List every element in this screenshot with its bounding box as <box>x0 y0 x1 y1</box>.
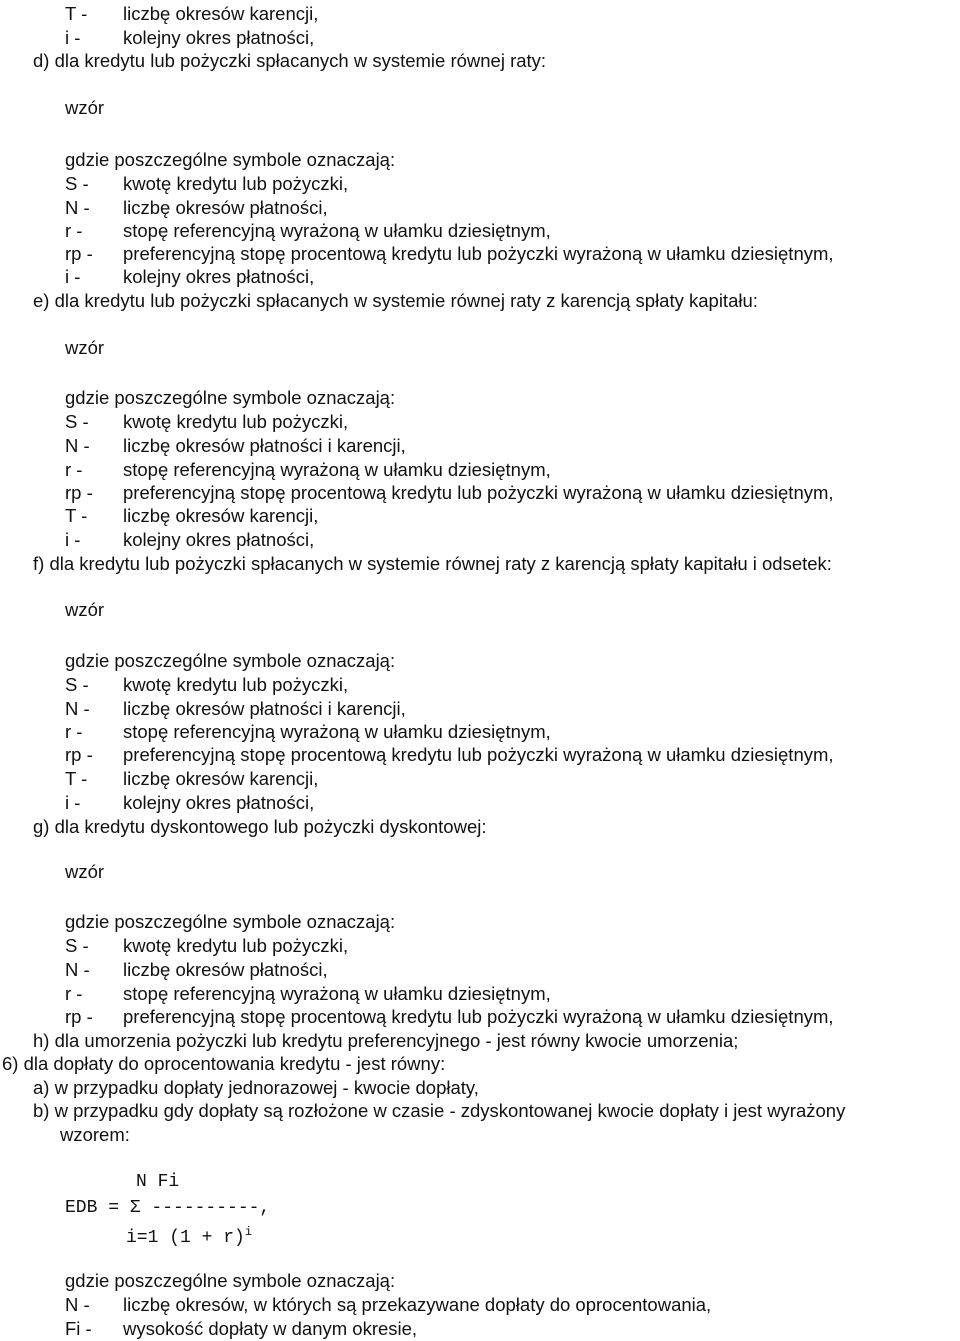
text-line: gdzie poszczególne symbole oznaczają: <box>65 650 396 671</box>
symbol-label: r - <box>65 983 83 1004</box>
symbol-label: N - <box>65 959 90 980</box>
formula-numerator: N Fi <box>136 1172 180 1192</box>
text-line: 6) dla dopłaty do oprocentowania kredytu - jest równy: <box>2 1053 446 1074</box>
symbol-label: Fi - <box>65 1318 92 1339</box>
symbol-definition: kolejny okres płatności, <box>123 266 315 287</box>
symbol-label: rp - <box>65 482 93 503</box>
symbol-definition: preferencyjną stopę procentową kredytu lub pożyczki wyrażoną w ułamku dziesiętnym, <box>123 482 834 503</box>
symbol-label: N - <box>65 698 90 719</box>
symbol-label: N - <box>65 435 90 456</box>
symbol-definition: preferencyjną stopę procentową kredytu lub pożyczki wyrażoną w ułamku dziesiętnym, <box>123 744 834 765</box>
text-line: g) dla kredytu dyskontowego lub pożyczki dyskontowej: <box>33 816 487 837</box>
symbol-label: N - <box>65 197 90 218</box>
symbol-definition: kwotę kredytu lub pożyczki, <box>123 674 349 695</box>
formula-main: EDB = Σ ----------, <box>65 1198 271 1218</box>
symbol-definition: liczbę okresów karencji, <box>123 505 319 526</box>
symbol-label: T - <box>65 768 88 789</box>
symbol-label: i - <box>65 266 81 287</box>
symbol-definition: liczbę okresów płatności, <box>123 197 328 218</box>
symbol-definition: liczbę okresów płatności i karencji, <box>123 435 406 456</box>
text-line: wzór <box>65 861 105 882</box>
text-line: h) dla umorzenia pożyczki lub kredytu preferencyjnego - jest równy kwocie umorzenia; <box>33 1030 739 1051</box>
symbol-label: i - <box>65 792 81 813</box>
symbol-definition: stopę referencyjną wyrażoną w ułamku dziesiętnym, <box>123 983 551 1004</box>
symbol-label: rp - <box>65 1006 93 1027</box>
symbol-label: S - <box>65 674 89 695</box>
symbol-label: i - <box>65 529 81 550</box>
symbol-definition: kolejny okres płatności, <box>123 792 315 813</box>
formula-exponent: i <box>244 1225 253 1239</box>
symbol-label: N - <box>65 1294 90 1315</box>
symbol-label: T - <box>65 3 88 24</box>
text-line: a) w przypadku dopłaty jednorazowej - kwocie dopłaty, <box>33 1077 479 1098</box>
symbol-definition: liczbę okresów płatności i karencji, <box>123 698 406 719</box>
text-line: wzór <box>65 599 105 620</box>
symbol-definition: stopę referencyjną wyrażoną w ułamku dziesiętnym, <box>123 721 551 742</box>
symbol-label: rp - <box>65 243 93 264</box>
text-line: gdzie poszczególne symbole oznaczają: <box>65 149 396 170</box>
symbol-definition: kwotę kredytu lub pożyczki, <box>123 173 349 194</box>
text-line: wzór <box>65 337 105 358</box>
symbol-definition: wysokość dopłaty w danym okresie, <box>123 1318 418 1339</box>
text-line: wzorem: <box>60 1124 130 1145</box>
symbol-label: r - <box>65 459 83 480</box>
symbol-label: S - <box>65 935 89 956</box>
symbol-definition: preferencyjną stopę procentową kredytu lub pożyczki wyrażoną w ułamku dziesiętnym, <box>123 243 834 264</box>
text-line: gdzie poszczególne symbole oznaczają: <box>65 1270 396 1291</box>
symbol-label: rp - <box>65 744 93 765</box>
text-line: f) dla kredytu lub pożyczki spłacanych w systemie równej raty z karencją spłaty kapitału i odsetek: <box>33 553 832 574</box>
symbol-label: r - <box>65 721 83 742</box>
symbol-definition: liczbę okresów płatności, <box>123 959 328 980</box>
text-line: gdzie poszczególne symbole oznaczają: <box>65 911 396 932</box>
symbol-label: r - <box>65 220 83 241</box>
symbol-definition: kwotę kredytu lub pożyczki, <box>123 935 349 956</box>
text-line: d) dla kredytu lub pożyczki spłacanych w systemie równej raty: <box>33 50 547 71</box>
symbol-label: T - <box>65 505 88 526</box>
symbol-definition: liczbę okresów karencji, <box>123 3 319 24</box>
symbol-definition: stopę referencyjną wyrażoną w ułamku dziesiętnym, <box>123 220 551 241</box>
text-line: gdzie poszczególne symbole oznaczają: <box>65 387 396 408</box>
text-line: e) dla kredytu lub pożyczki spłacanych w systemie równej raty z karencją spłaty kapitału: <box>33 290 758 311</box>
symbol-definition: preferencyjną stopę procentową kredytu lub pożyczki wyrażoną w ułamku dziesiętnym, <box>123 1006 834 1027</box>
symbol-label: S - <box>65 173 89 194</box>
text-line: wzór <box>65 97 105 118</box>
symbol-definition: liczbę okresów, w których są przekazywane dopłaty do oprocentowania, <box>123 1294 712 1315</box>
formula-denominator: i=1 $(1 + r)^i$ <box>126 1225 253 1248</box>
text-line: b) w przypadku gdy dopłaty są rozłożone w czasie - zdyskontowanej kwocie dopłaty i jest wyrażony <box>33 1100 846 1121</box>
symbol-label: S - <box>65 411 89 432</box>
symbol-definition: kolejny okres płatności, <box>123 529 315 550</box>
symbol-definition: stopę referencyjną wyrażoną w ułamku dziesiętnym, <box>123 459 551 480</box>
symbol-definition: kolejny okres płatności, <box>123 27 315 48</box>
symbol-definition: kwotę kredytu lub pożyczki, <box>123 411 349 432</box>
symbol-label: i - <box>65 27 81 48</box>
symbol-definition: liczbę okresów karencji, <box>123 768 319 789</box>
